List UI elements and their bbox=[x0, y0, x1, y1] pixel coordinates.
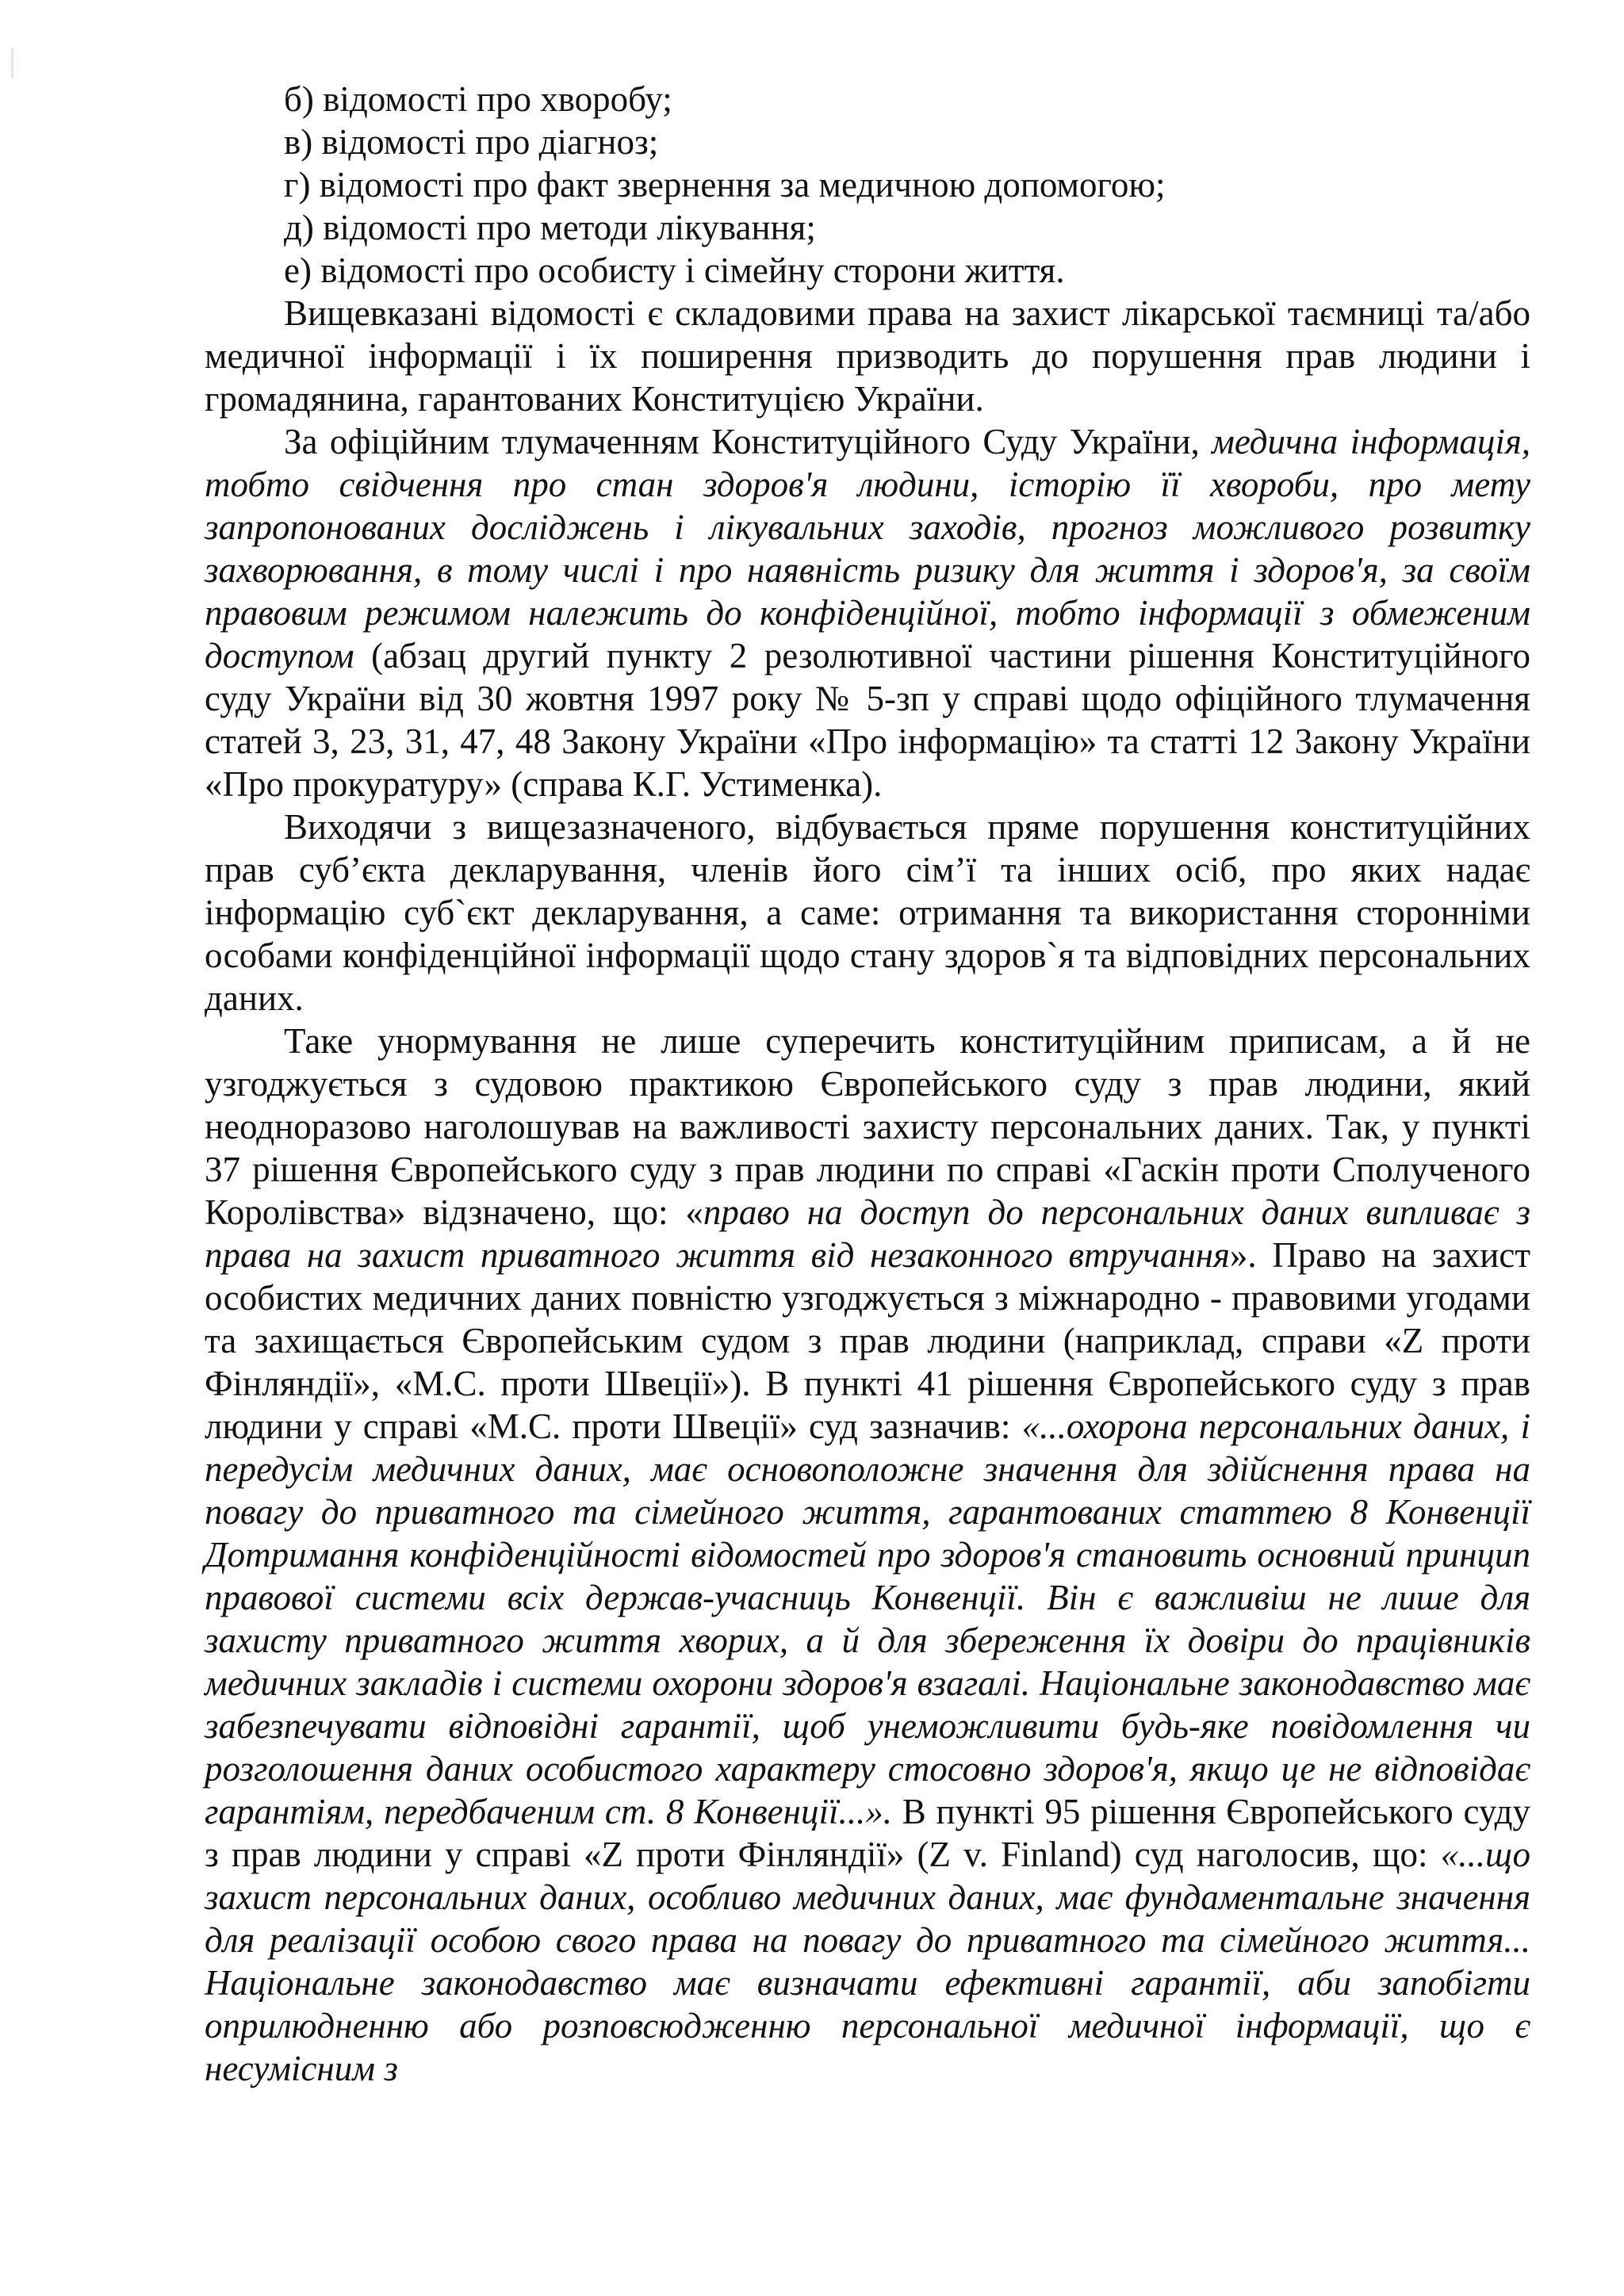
paragraph-medical-secrecy bbox=[205, 292, 1530, 420]
list-item: е) відомості про особисту і сімейну сторони життя. bbox=[284, 251, 1065, 290]
paragraph-text: Таке унормування не лише суперечить конституційним приписам, а й не узгоджується з судовою практикою Європейського суду з прав людини, який неодноразово наголошував на важливості захисту персональних даних. Так, у пункті 37 рішення Європейського суду з прав людини по справі «Гаскін проти Сполученого Королівства» відзначено, що: « bbox=[205, 1021, 1530, 1232]
list-item: б) відомості про хворобу; bbox=[284, 79, 672, 119]
paragraph-text: В пункті 95 рішення Європейського суду з прав людини у справі «Z проти Фінляндії» (Z v. Finland) суд наголосив, що: bbox=[205, 1792, 1530, 1874]
paragraph-text: За офіційним тлумаченням Конституційного Суду України, bbox=[284, 422, 1212, 461]
list-item: г) відомості про факт звернення за медичною допомогою; bbox=[284, 165, 1166, 205]
document-body bbox=[205, 78, 1530, 2090]
italic-quote: «...охорона персональних даних, і передусім медичних даних, має основоположне значення для здійснення права на повагу до приватного та сімейного життя, гарантованих статтею 8 Конвенції Дотримання конфіденційності відомостей про здоров'я становить основний принцип правової системи всіх держав-учасниць Конвенції. Він є важливіш не лише для захисту приватного життя хворих, а й для збереження їх довіри до працівників медичних закладів і системи охорони здоров'я взагалі. Національне законодавство має забезпечувати відповідні гарантії, щоб унеможливити будь-яке повідомлення чи розголошення даних особистого характеру стосовно здоров'я, якщо це не відповідає гарантіям, передбаченим ст. 8 Конвенції...». bbox=[205, 1406, 1530, 1831]
italic-quote: «...що захист персональних даних, особливо медичних даних, має фундаментальне значення для реалізації особою свого права на повагу до приватного та сімейного життя... Національне законодавство має визначати ефективні гарантії, аби запобігти оприлюдненню або розповсюдженню персональної медичної інформації, що є несумісним з bbox=[205, 1835, 1530, 2088]
paragraph-rights-violation bbox=[205, 806, 1530, 1020]
paragraph-text: Виходячи з вищезазначеного, відбувається пряме порушення конституційних прав суб’єкта декларування, членів його сім’ї та інших осіб, про яких надає інформацію суб`єкт декларування, а саме: отримання та використання сторонніми особами конфіденційної інформації щодо стану здоров`я та відповідних персональних даних. bbox=[205, 807, 1530, 1018]
paragraph-constitutional-court bbox=[205, 420, 1530, 806]
list-item: в) відомості про діагноз; bbox=[284, 122, 659, 162]
paragraph-text: ». Право на захист особистих медичних даних повністю узгоджується з міжнародно - правовими угодами та захищається Європейським судом з прав людини (наприклад, справи «Z проти Фінляндії», «M.C. проти Швеції»). В пункті 41 рішення Європейського суду з прав людини у справі «M.C. проти Швеції» суд зазначив: bbox=[205, 1235, 1530, 1446]
scan-edge-mark bbox=[11, 48, 13, 78]
italic-quote: право на доступ до персональних даних випливає з права на захист приватного життя від незаконного втручання bbox=[205, 1192, 1530, 1275]
paragraph-text: (абзац другий пункту 2 резолютивної частини рішення Конституційного суду України від 30 жовтня 1997 року № 5-зп у справі щодо офіційного тлумачення статей 3, 23, 31, 47, 48 Закону України «Про інформацію» та статті 12 Закону України «Про прокуратуру» (справа К.Г. Устименка). bbox=[205, 636, 1530, 804]
list-item: д) відомості про методи лікування; bbox=[284, 208, 816, 247]
paragraph-text: Вищевказані відомості є складовими права на захист лікарської таємниці та/або медичної інформації і їх поширення призводить до порушення прав людини і громадянина, гарантованих Конституцією України. bbox=[205, 293, 1530, 419]
paragraph-echr-practice bbox=[205, 1020, 1530, 2090]
italic-quote: медична інформація, тобто свідчення про стан здоров'я людини, історію її хвороби, про мету запропонованих досліджень і лікувальних заходів, прогноз можливого розвитку захворювання, в тому числі і про наявність ризику для життя і здоров'я, за своїм правовим режимом належить до конфіденційної, тобто інформації з обмеженим доступом bbox=[205, 422, 1530, 675]
